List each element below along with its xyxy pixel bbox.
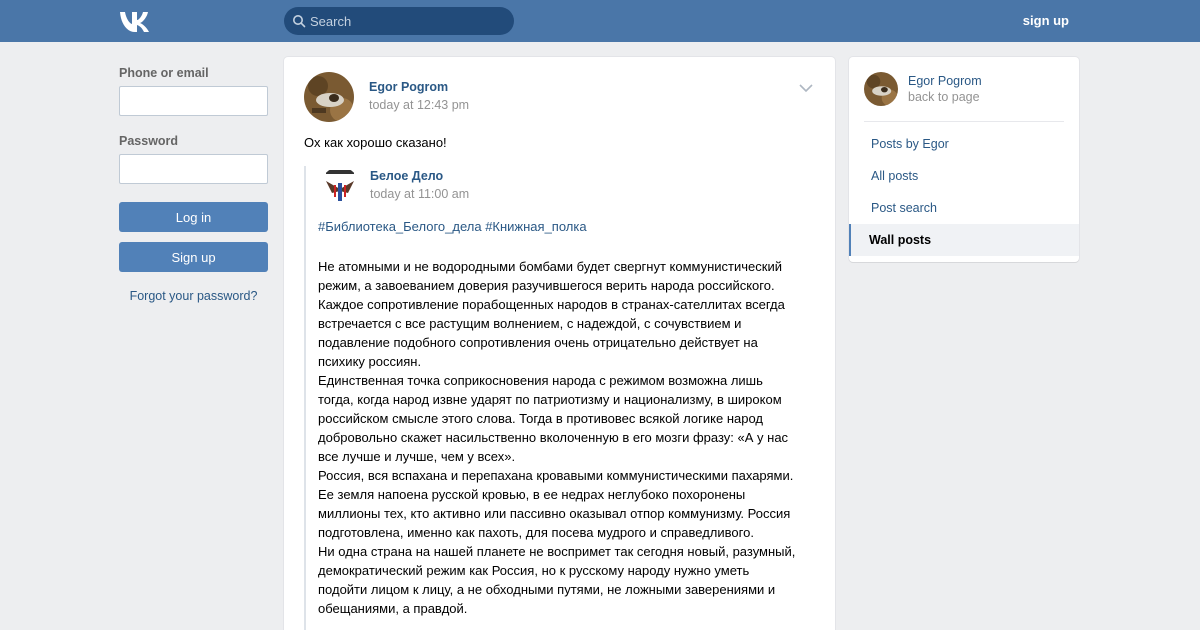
- hashtag-link[interactable]: #Книжная_полка: [485, 219, 587, 234]
- sidebar-item-posts-by-egor[interactable]: Posts by Egor: [871, 137, 949, 151]
- text-line: добровольно скажет насильственно вколоченную в его мозги фразу: «А у нас: [318, 430, 789, 445]
- phone-label: Phone or email: [119, 66, 209, 80]
- search-icon: [292, 14, 306, 28]
- repost-avatar[interactable]: [320, 167, 360, 207]
- phone-email-field[interactable]: [119, 86, 268, 116]
- post-time[interactable]: today at 12:43 pm: [369, 98, 470, 112]
- text-line: Россия, вся вспахана и перепахана кровавыми коммунистическими пахарями.: [318, 468, 794, 483]
- text-line: подавление подобного сопротивления очень отрицательно действует на: [318, 335, 758, 350]
- post-author[interactable]: Egor Pogrom: [369, 80, 449, 94]
- hashtags: [318, 219, 587, 234]
- text-line: режим, а завоеванием доверия разучившегося верить народа российского.: [318, 278, 775, 293]
- search-box[interactable]: [284, 7, 514, 35]
- author-avatar[interactable]: [304, 72, 354, 122]
- top-bar: [0, 0, 1200, 42]
- sidebar-item-all-posts[interactable]: All posts: [871, 169, 919, 183]
- sidebar-menu: [849, 128, 1079, 256]
- sidebar-item-post-search[interactable]: Post search: [871, 201, 938, 215]
- text-line: российском смысле этого слова. Тогда в противовес всякой логике народ: [318, 411, 763, 426]
- repost: [304, 166, 814, 630]
- text-line: Не атомными и не водородными бомбами будет свергнут коммунистический: [318, 259, 782, 274]
- hashtag-link[interactable]: #Библиотека_Белого_дела: [318, 219, 482, 234]
- text-line: Каждое сопротивление порабощенных народов в странах-сателлитах всегда: [318, 297, 785, 312]
- text-line: тогда, когда народ извне ударят по патриотизму и национализму, в широком: [318, 392, 782, 407]
- wall-post: [284, 57, 835, 630]
- back-to-page-link[interactable]: back to page: [908, 90, 980, 104]
- password-field[interactable]: [119, 154, 268, 184]
- right-nav: [849, 57, 1079, 262]
- text-line: психику россиян.: [318, 354, 422, 369]
- search-input[interactable]: [310, 7, 506, 35]
- text-line: Ее земля напоена русской кровью, в ее недрах неглубоко похоронены: [318, 487, 746, 502]
- text-line: встречается с все растущим волнением, с надеждой, с сочувствием и: [318, 316, 742, 331]
- sidebar-item-wall-posts[interactable]: Wall posts: [849, 224, 1079, 256]
- header-signup-link[interactable]: sign up: [1022, 13, 1069, 28]
- sidebar-avatar[interactable]: [864, 72, 898, 106]
- login-form: [119, 66, 268, 303]
- repost-author[interactable]: Белое Дело: [370, 169, 444, 183]
- repost-time[interactable]: today at 11:00 am: [370, 187, 470, 201]
- login-button[interactable]: Log in: [119, 202, 268, 232]
- text-line: Ни одна страна на нашей планете не воспримет так сегодня новый, разумный,: [318, 544, 796, 559]
- text-line: Единственная точка соприкосновения народа с режимом возможна лишь: [318, 373, 763, 388]
- vk-logo-icon[interactable]: [119, 10, 153, 32]
- text-line: все лучше и лучше, чем у всех».: [318, 449, 516, 464]
- text-line: демократический режим как Россия, но к русскому народу нужно уметь: [318, 563, 750, 578]
- forgot-password-link[interactable]: Forgot your password?: [129, 289, 258, 303]
- text-line: обещаниями, а правдой.: [318, 601, 468, 616]
- repost-body-text: [318, 257, 812, 618]
- sidebar-name-link[interactable]: Egor Pogrom: [908, 74, 982, 88]
- signup-button[interactable]: Sign up: [119, 242, 268, 272]
- chevron-down-icon[interactable]: [799, 83, 813, 93]
- password-label: Password: [119, 134, 179, 148]
- text-line: подойти лицом к лицу, а не обходными путями, не ложными заверениями и: [318, 582, 776, 597]
- post-text: Ох как хорошо сказано!: [304, 135, 447, 150]
- text-line: миллионы тех, кто активно или пассивно оказывал отпор коммунизму. Россия: [318, 506, 791, 521]
- text-line: подготовлена, именно как пахоть, для посева мудрого и справедливого.: [318, 525, 754, 540]
- divider: [864, 121, 1064, 122]
